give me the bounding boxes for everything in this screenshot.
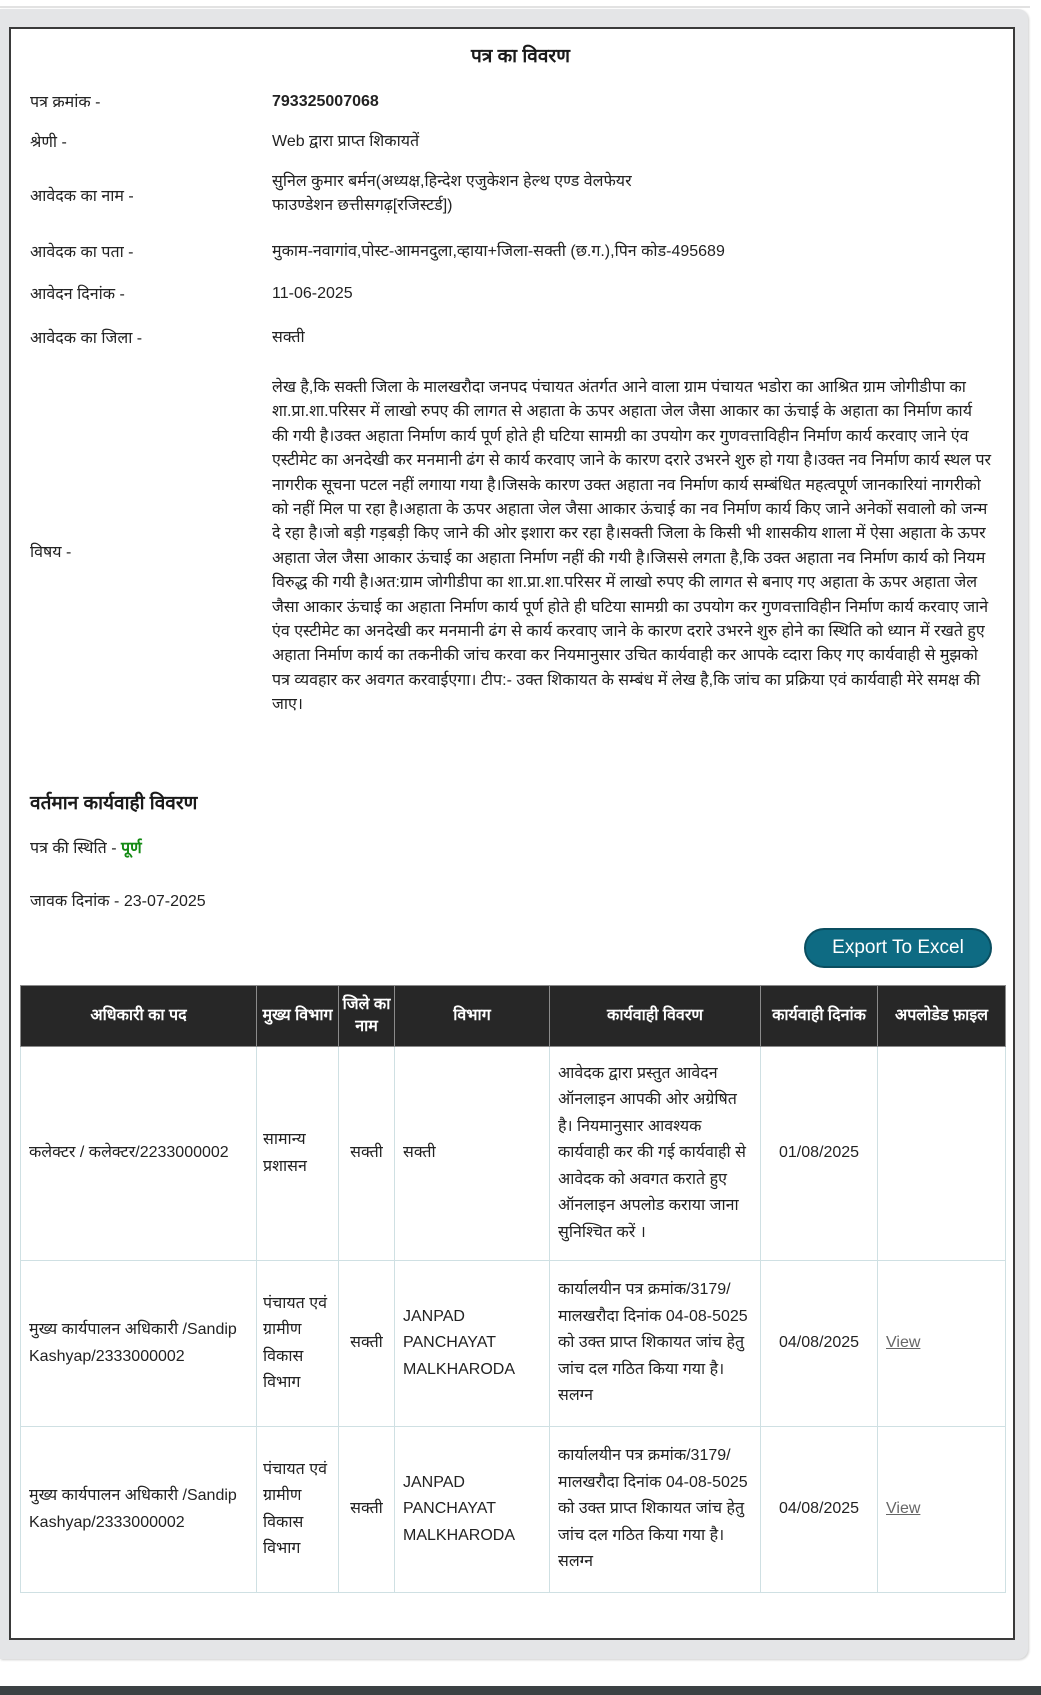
- action-date-cell: 01/08/2025: [761, 1047, 878, 1261]
- view-file-link[interactable]: View: [886, 1500, 921, 1518]
- category-value: Web द्वारा प्राप्त शिकायतें: [272, 133, 420, 150]
- main-dept-cell: पंचायत एवं ग्रामीण विकास विभाग: [257, 1261, 339, 1427]
- letter-status: [30, 836, 142, 858]
- uploaded-file-cell: [878, 1047, 1006, 1261]
- dept-cell: JANPAD PANCHAYAT MALKHARODA: [395, 1261, 550, 1427]
- application-date-value: 11-06-2025: [272, 285, 353, 302]
- page-title: पत्र का विवरण: [471, 46, 570, 67]
- dept-cell: JANPAD PANCHAYAT MALKHARODA: [395, 1427, 550, 1593]
- dept-cell: सक्ती: [395, 1047, 550, 1261]
- district-cell: सक्ती: [339, 1427, 395, 1593]
- column-header-uploaded-file: अपलोडेड फ़ाइल: [878, 986, 1006, 1047]
- column-header-action: कार्यवाही विवरण: [550, 986, 761, 1047]
- uploaded-file-cell: [878, 1261, 1006, 1427]
- column-header-main-dept: मुख्य विभाग: [257, 986, 339, 1047]
- letter-number-label: पत्र क्रमांक -: [30, 94, 101, 111]
- officer-cell: मुख्य कार्यपालन अधिकारी /Sandip Kashyap/2333000002: [21, 1427, 257, 1593]
- applicant-address-label: आवेदक का पता -: [30, 244, 134, 261]
- table-header-row: [21, 986, 1006, 1047]
- dispatch-date: जावक दिनांक - 23-07-2025: [30, 893, 206, 910]
- column-header-dept: विभाग: [395, 986, 550, 1047]
- table-row: [21, 1261, 1006, 1427]
- top-divider: [0, 6, 1030, 8]
- subject-label: विषय -: [30, 544, 72, 561]
- letter-number-value: 793325007068: [272, 93, 379, 110]
- main-dept-cell: सामान्य प्रशासन: [257, 1047, 339, 1261]
- action-cell: आवेदक द्वारा प्रस्तुत आवेदन ऑनलाइन आपकी ओर अग्रेषित है। नियमानुसार आवश्यक कार्यवाही कर की गई कार्यवाही से आवेदक को अवगत कराते हुए ऑनलाइन अपलोड कराया जाना सुनिश्चित करें ।: [550, 1047, 761, 1261]
- category-label: श्रेणी -: [30, 134, 67, 151]
- action-date-cell: 04/08/2025: [761, 1261, 878, 1427]
- table-row: [21, 1427, 1006, 1593]
- action-date-cell: 04/08/2025: [761, 1427, 878, 1593]
- export-to-excel-button[interactable]: Export To Excel: [804, 928, 992, 968]
- applicant-address-value: मुकाम-नवागांव,पोस्ट-आमनदुला,व्हाया+जिला-सक्ती (छ.ग.),पिन कोड-495689: [272, 243, 725, 260]
- letter-status-label: पत्र की स्थिति -: [30, 840, 121, 857]
- bottom-bar: [0, 1686, 1041, 1695]
- action-cell: कार्यालयीन पत्र क्रमांक/3179/ मालखरौदा दिनांक 04-08-5025 को उक्त प्राप्त शिकायत जांच हेतु जांच दल गठित किया गया है। सलग्न: [550, 1261, 761, 1427]
- main-dept-cell: पंचायत एवं ग्रामीण विकास विभाग: [257, 1427, 339, 1593]
- current-action-heading: वर्तमान कार्यवाही विवरण: [30, 793, 198, 814]
- district-cell: सक्ती: [339, 1261, 395, 1427]
- view-file-link[interactable]: View: [886, 1334, 921, 1352]
- officer-cell: मुख्य कार्यपालन अधिकारी /Sandip Kashyap/2333000002: [21, 1261, 257, 1427]
- status-badge: पूर्ण: [121, 840, 142, 857]
- applicant-district-value: सक्ती: [272, 329, 305, 346]
- action-cell: कार्यालयीन पत्र क्रमांक/3179/ मालखरौदा दिनांक 04-08-5025 को उक्त प्राप्त शिकायत जांच हेतु जांच दल गठित किया गया है। सलग्न: [550, 1427, 761, 1593]
- uploaded-file-cell: [878, 1427, 1006, 1593]
- column-header-district: जिले का नाम: [339, 986, 395, 1047]
- column-header-action-date: कार्यवाही दिनांक: [761, 986, 878, 1047]
- applicant-name-label: आवेदक का नाम -: [30, 188, 134, 205]
- district-cell: सक्ती: [339, 1047, 395, 1261]
- subject-text: लेख है,कि सक्ती जिला के मालखरौदा जनपद पंचायत अंतर्गत आने वाला ग्राम पंचायत भडोरा का आश्रित ग्राम जोगीडीपा का शा.प्रा.शा.परिसर में लाखो रुपए की लागत से अहाता के ऊपर अहाता जेल जैसा आकार का ऊंचाई के अहाता का निर्माण कार्य की गयी है।उक्त अहाता निर्माण कार्य पूर्ण होते ही घटिया सामग्री का उपयोग कर गुणवत्ताविहीन निर्माण कार्य करवाए जाने एंव एस्टीमेट का अनदेखी कर मनमानी ढंग से कार्य करवाए जाने के कारण दरारे उभरने शुरु हो गया है।उक्त नव निर्माण कार्य स्थल पर नागरीक सूचना पटल नहीं लगाया गया है।जिसके कारण उक्त अहाता नव निर्माण कार्य सम्बंधित महत्वपूर्ण जानकारियां नागरीको को नहीं मिल पा रहा है।अहाता के ऊपर अहाता जेल जैसा आकार ऊंचाई का नव निर्माण कार्य किए जाने अनेकों सवालो को जन्म दे रहा है।जो बड़ी गड़बड़ी किए जाने की ओर इशारा कर रहा है।सक्ती जिला के किसी भी शासकीय शाला में ऐसा अहाता के ऊपर अहाता जेल जैसा आकार ऊंचाई का अहाता निर्माण नहीं की गयी है।जिससे लगता है,कि उक्त अहाता नव निर्माण कार्य को नियम विरुद्ध की गयी है।अत:ग्राम जोगीडीपा का शा.प्रा.शा.परिसर में लाखो रुपए की लागत से बनाए गए अहाता के ऊपर अहाता जेल जैसा आकार ऊंचाई का अहाता निर्माण कार्य पूर्ण होते ही घटिया सामग्री का उपयोग कर गुणवत्ताविहीन निर्माण कार्य करवाए जाने एंव एस्टीमेट का अनदेखी कर मनमानी ढंग से कार्य करवाए जाने के कारण दरारे उभरने शुरु होने का स्थिति को ध्यान में रखते हुए अहाता निर्माण कार्य का तकनीकी जांच करवा कर नियमानुसार उचित कार्यवाही कर आपके व्दारा किए गए कार्यवाही से मुझको पत्र व्यवहार कर अवगत करवाईएगा। टीप:- उक्त शिकायत के सम्बंध में लेख है,कि जांच का प्रक्रिया एवं कार्यवाही मेरे समक्ष की जाए।: [272, 379, 992, 714]
- applicant-name-value: सुनिल कुमार बर्मन(अध्यक्ष,हिन्देश एजुकेशन हेल्थ एण्ड वेलफेयर फाउण्डेशन छत्तीसगढ़[रजिस्टर्ड]): [272, 173, 632, 214]
- applicant-district-label: आवेदक का जिला -: [30, 330, 143, 347]
- officer-cell: कलेक्टर / कलेक्टर/2233000002: [21, 1047, 257, 1261]
- action-history-table: [20, 985, 1006, 1593]
- application-date-label: आवेदन दिनांक -: [30, 286, 125, 303]
- table-row: [21, 1047, 1006, 1261]
- column-header-officer: अधिकारी का पद: [21, 986, 257, 1047]
